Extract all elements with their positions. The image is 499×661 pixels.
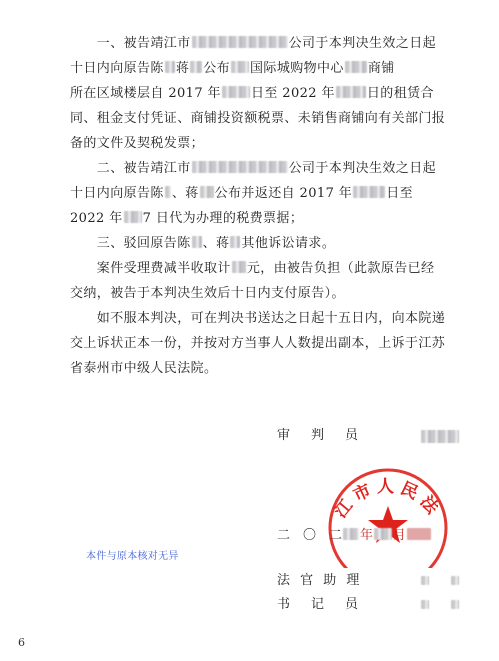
redaction-blur bbox=[231, 61, 249, 73]
body-line-9 bbox=[70, 234, 470, 253]
assistant-name-redaction bbox=[421, 576, 429, 585]
text-segment: 交上诉状正本一份，并按对方当事人人数提出副本，上诉于江苏 bbox=[70, 336, 446, 351]
text-segment: 公布并返还自 2017 年 bbox=[214, 186, 353, 201]
assistant-judge-label: 法 官 助 理 bbox=[277, 573, 363, 588]
assistant-name-redaction bbox=[451, 576, 459, 585]
redaction-blur bbox=[230, 236, 240, 248]
judge-label: 审 判 员 bbox=[277, 428, 363, 443]
text-segment: 日至 2022 年 bbox=[250, 86, 335, 101]
seal-text: 江市人民法 bbox=[330, 477, 446, 522]
redaction-blur bbox=[343, 528, 359, 540]
body-line-11 bbox=[70, 284, 470, 303]
verification-note: 本件与原本核对无异 bbox=[86, 551, 179, 562]
text-segment: 三、驳回原告陈 bbox=[70, 236, 191, 251]
clerk-name-redaction bbox=[421, 600, 429, 609]
text-segment: 一、被告靖江市 bbox=[70, 36, 191, 51]
court-seal bbox=[318, 448, 458, 568]
text-segment: 案件受理费减半收取计 bbox=[70, 261, 231, 276]
redaction-blur bbox=[374, 528, 392, 540]
text-segment: 国际城购物中心 bbox=[250, 61, 344, 76]
text-segment: 同、租金支付凭证、商铺投资额税票、未销售商铺向有关部门报 bbox=[70, 111, 446, 126]
body-line-13 bbox=[70, 334, 470, 353]
judge-name-redaction bbox=[421, 430, 459, 443]
date-text: 二 〇 二 bbox=[277, 528, 343, 543]
redaction-blur bbox=[336, 86, 366, 98]
text-segment: 如不服本判决，可在判决书送达之日起十五日内，向本院递 bbox=[70, 311, 446, 326]
body-line-10 bbox=[70, 259, 470, 278]
body-line-12 bbox=[70, 309, 470, 328]
text-segment: 日至 bbox=[386, 186, 413, 201]
clerk-label: 书 记 员 bbox=[277, 597, 363, 612]
text-segment: 商铺 bbox=[367, 61, 395, 76]
redaction-blur bbox=[200, 186, 214, 198]
redaction-blur bbox=[165, 186, 171, 198]
body-line-5 bbox=[70, 134, 470, 153]
redaction-blur bbox=[124, 211, 142, 223]
text-segment: 其他诉讼请求。 bbox=[241, 236, 336, 251]
clerk-name-redaction bbox=[451, 600, 459, 609]
body-line-8 bbox=[70, 209, 470, 228]
body-line-7 bbox=[70, 184, 470, 203]
date-month-mark: 月 bbox=[393, 528, 407, 543]
redaction-blur bbox=[345, 61, 367, 73]
text-segment: 十日内向原告陈 bbox=[70, 61, 164, 76]
text-segment: 7 日代为办理的税费票据； bbox=[142, 211, 304, 226]
page-number: 6 bbox=[18, 636, 25, 649]
redaction-blur bbox=[353, 186, 385, 198]
text-segment: 备的文件及契税发票； bbox=[70, 136, 205, 151]
redaction-blur bbox=[192, 236, 202, 248]
text-segment: 2022 年 bbox=[70, 211, 123, 226]
body-line-2 bbox=[70, 59, 470, 78]
text-segment: 日的租赁合 bbox=[366, 86, 434, 101]
redaction-blur bbox=[222, 86, 250, 98]
date-year-mark: 年 bbox=[360, 528, 374, 543]
redaction-blur bbox=[407, 528, 431, 540]
redaction-blur bbox=[192, 161, 288, 173]
text-segment: 交纳，被告于本判决生效后十日内支付原告）。 bbox=[70, 286, 345, 301]
text-segment: 二、被告靖江市 bbox=[70, 161, 191, 176]
redaction-blur bbox=[232, 261, 246, 273]
body-line-14 bbox=[70, 359, 470, 378]
text-segment: 公布 bbox=[203, 61, 231, 76]
body-line-6 bbox=[70, 159, 470, 178]
text-segment: 省泰州市中级人民法院。 bbox=[70, 361, 218, 376]
date-line bbox=[277, 528, 432, 544]
body-line-3 bbox=[70, 84, 470, 103]
text-segment: 公司于本判决生效之日起 bbox=[288, 161, 437, 176]
body-line-4 bbox=[70, 109, 470, 128]
body-line-1 bbox=[70, 34, 470, 53]
redaction-blur bbox=[190, 61, 202, 73]
text-segment: 、蒋 bbox=[202, 236, 230, 251]
text-segment: 元，由被告负担（此款原告已经 bbox=[246, 261, 435, 276]
text-segment: 所在区域楼层自 2017 年 bbox=[70, 86, 221, 101]
text-segment: 十日内向原告陈 bbox=[70, 186, 164, 201]
redaction-blur bbox=[165, 61, 175, 73]
redaction-blur bbox=[192, 36, 288, 48]
text-segment: 公司于本判决生效之日起 bbox=[288, 36, 437, 51]
text-segment: 蒋 bbox=[175, 61, 190, 76]
text-segment: 、蒋 bbox=[171, 186, 199, 201]
